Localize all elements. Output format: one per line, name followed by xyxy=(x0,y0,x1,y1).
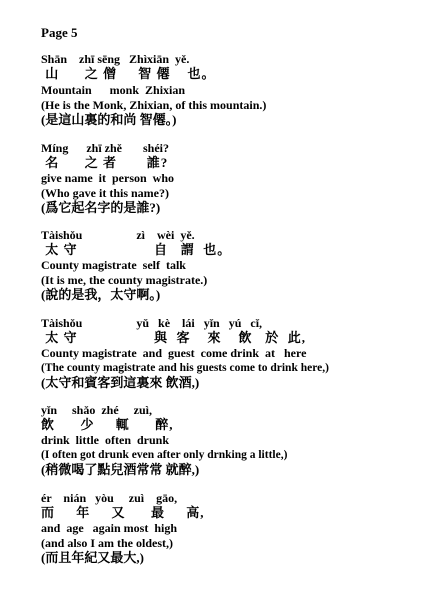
page-label: Page 5 xyxy=(41,25,78,40)
translation-zh: (說的是我，太守啊。) xyxy=(41,287,161,302)
translation-zh: (太守和賓客到這裏來 飲酒,) xyxy=(41,375,200,390)
hanzi-line: 名 之 者 誰? xyxy=(41,155,169,170)
translation-en: (He is the Monk, Zhixian, of this mountain.) xyxy=(41,98,267,112)
translation-en: (It is me, the county magistrate.) xyxy=(41,273,208,287)
pinyin-line: Shān zhī sēng Zhìxiān yě. xyxy=(41,52,190,66)
gloss-line: drink little often drunk xyxy=(41,433,170,447)
translation-zh: (是這山裏的和尚 智僊。) xyxy=(41,112,177,127)
gloss-line: Mountain monk Zhixian xyxy=(41,83,186,97)
gloss-line: County magistrate self talk xyxy=(41,258,186,272)
translation-en: (The county magistrate and his guests come to drink here,) xyxy=(41,362,329,374)
pinyin-line: Tàishǒu zì wèi yě. xyxy=(41,228,195,242)
pinyin-line: ér nián yòu zuì gāo, xyxy=(41,491,178,505)
gloss-line: County magistrate and guest come drink at here xyxy=(41,346,307,360)
gloss-line: give name it person who xyxy=(41,171,174,185)
pinyin-line: yǐn shǎo zhé zuì, xyxy=(41,403,153,417)
translation-zh: (爲它起名字的是誰?) xyxy=(41,200,161,215)
hanzi-line: 太 守 與 客 來 飲 於 此, xyxy=(41,330,307,345)
gloss-line: and age again most high xyxy=(41,521,178,535)
translation-en: (Who gave it this name?) xyxy=(41,186,169,200)
translation-en: (and also I am the oldest,) xyxy=(41,536,174,550)
translation-zh: (而且年紀又最大,) xyxy=(41,550,144,565)
pinyin-line: Míng zhī zhě shéi? xyxy=(41,141,169,155)
hanzi-line: 山 之 僧 智 僊 也。 xyxy=(41,66,216,81)
translation-en: (I often got drunk even after only drnking a little,) xyxy=(41,449,288,461)
hanzi-line: 太 守 自 謂 也。 xyxy=(41,242,232,257)
hanzi-line: 飲 少 輒 醉, xyxy=(41,417,174,432)
pinyin-line: Tàishǒu yǔ kè lái yǐn yú cǐ, xyxy=(41,316,263,330)
hanzi-line: 而 年 又 最 高, xyxy=(41,505,205,520)
translation-zh: (稍微喝了點兒酒常常 就醉,) xyxy=(41,462,200,477)
